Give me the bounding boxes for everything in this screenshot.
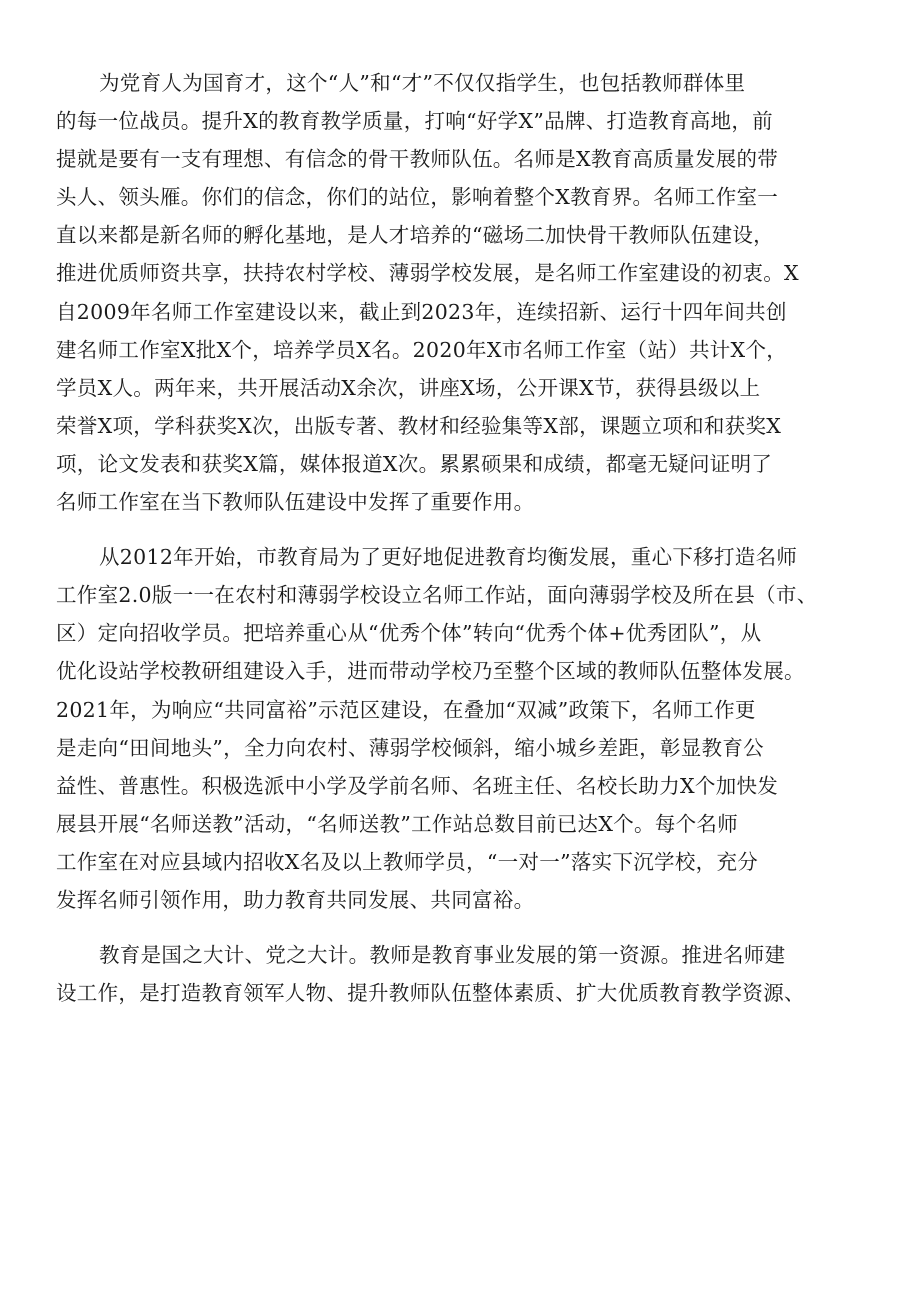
text-line: 发挥名师引领作用，助力教育共同发展、共同富裕。 (56, 887, 535, 912)
paragraph (56, 64, 876, 521)
document-body (56, 64, 876, 1012)
text-line: 头人、领头雁。你们的信念，你们的站位，影响着整个X教育界。名师工作室一 (56, 185, 779, 210)
text-line: 是走向“田间地头”，全力向农村、薄弱学校倾斜，缩小城乡差距，彰显教育公 (56, 735, 764, 760)
text-line: 从2012年开始，市教育局为了更好地促进教育均衡发展，重心下移打造名师 (99, 545, 798, 570)
text-line: 推进优质师资共享，扶持农村学校、薄弱学校发展，是名师工作室建设的初衷。X (56, 261, 799, 286)
text-line: 优化设站学校教研组建设入手，进而带动学校乃至整个区域的教师队伍整体发展。 (56, 659, 805, 684)
paragraph-gap (56, 521, 876, 538)
text-line: 工作室在对应县域内招收X名及以上教师学员，“一对一”落实下沉学校，充分 (56, 849, 759, 874)
text-line: 项，论文发表和获奖X篇，媒体报道X次。累累硕果和成绩，都毫无疑问证明了 (56, 451, 773, 476)
text-line: 直以来都是新名师的孵化基地，是人才培养的“磁场二加快骨干教师队伍建设， (56, 223, 774, 248)
text-line: 展县开展“名师送教”活动，“名师送教”工作站总数目前已达X个。每个名师 (56, 811, 739, 836)
paragraph (56, 936, 876, 1012)
text-line: 提就是要有一支有理想、有信念的骨干教师队伍。名师是X教育高质量发展的带 (56, 147, 779, 172)
text-line: 名师工作室在当下教师队伍建设中发挥了重要作用。 (56, 490, 535, 515)
paragraph (56, 538, 876, 919)
paragraph-gap (56, 919, 876, 936)
text-line: 区）定向招收学员。把培养重心从“优秀个体”转向“优秀个体+优秀团队”，从 (56, 621, 762, 646)
text-line: 教育是国之大计、党之大计。教师是教育事业发展的第一资源。推进名师建 (99, 943, 786, 968)
text-line: 2021年，为响应“共同富裕”示范区建设，在叠加“双减”政策下，名师工作更 (56, 697, 756, 722)
text-line: 设工作，是打造教育领军人物、提升教师队伍整体素质、扩大优质教育教学资源、 (56, 981, 805, 1006)
text-line: 益性、普惠性。积极选派中小学及学前名师、名班主任、名校长助力X个加快发 (56, 773, 779, 798)
text-line: 荣誉X项，学科获奖X次，出版专著、教材和经验集等X部，课题立项和和获奖X (56, 413, 782, 438)
text-line: 的每一位战员。提升X的教育教学质量，打响“好学X”品牌、打造教育高地，前 (56, 109, 773, 134)
text-line: 建名师工作室X批X个，培养学员X名。2020年X市名师工作室（站）共计X个， (56, 337, 788, 362)
text-line: 学员X人。两年来，共开展活动X余次，讲座X场，公开课X节，获得县级以上 (56, 375, 761, 400)
text-line: 自2009年名师工作室建设以来，截止到2023年，连续招新、运行十四年间共创 (56, 299, 787, 324)
text-line: 为党育人为国育才，这个“人”和“才”不仅仅指学生，也包括教师群体里 (99, 71, 746, 95)
text-line: 工作室2.0版一一在农村和薄弱学校设立名师工作站，面向薄弱学校及所在县（市、 (56, 583, 818, 608)
